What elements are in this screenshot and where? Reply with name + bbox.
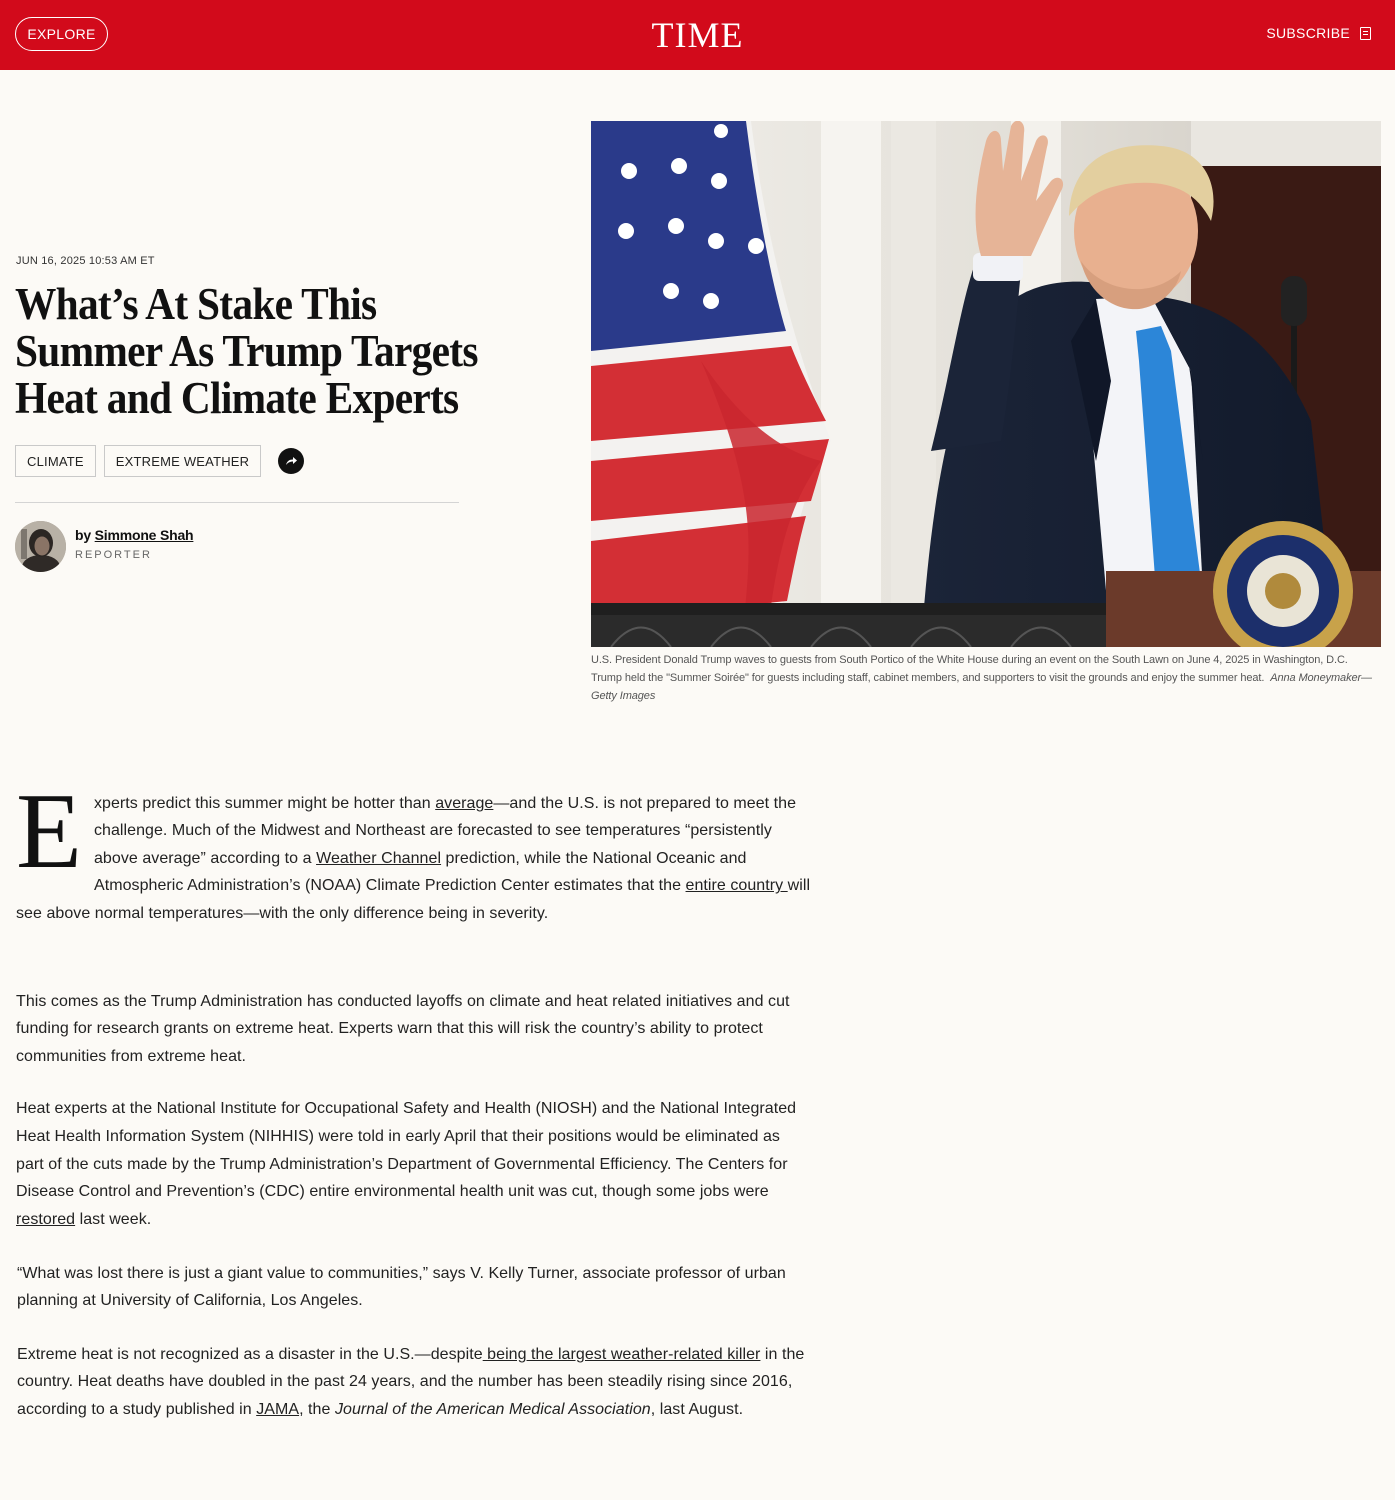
link-largest-killer[interactable]: being the largest weather-related killer <box>482 1346 761 1363</box>
link-jama[interactable]: JAMA <box>256 1400 300 1418</box>
text: —and the U.S. is not prepared to meet the challenge. Much of the Midwest and Northeast are forecasted to see temperatures “persistently above average” according to a <box>93 795 797 867</box>
article-dateline: JUN 16, 2025 10:53 AM ET <box>16 255 155 267</box>
text: xperts predict this summer might be hotter than <box>93 795 436 812</box>
text: , last August. <box>650 1400 744 1418</box>
text: , the <box>299 1400 335 1418</box>
article-paragraph: This comes as the Trump Administration has conducted layoffs on climate and heat related initiatives and cut funding for research grants on extreme heat. Experts warn that this will risk the country’s ability to protect communities from extreme heat. <box>16 993 790 1065</box>
article-paragraph: “What was lost there is just a giant value to communities,” says V. Kelly Turner, associate professor of urban planning at University of California, Los Angeles. <box>17 1265 786 1310</box>
text: prediction, while the National Oceanic and Atmospheric Administration’s (NOAA) Climate Prediction Center estimates that the <box>93 849 747 895</box>
article-paragraph <box>16 1095 806 1234</box>
article-paragraph <box>16 772 811 927</box>
explore-button[interactable]: EXPLORE <box>15 17 108 51</box>
top-navigation-bar <box>0 0 1395 70</box>
text: Extreme heat is not recognized as a disaster in the U.S.—despite <box>17 1346 483 1363</box>
author-byline <box>15 521 193 572</box>
link-restored[interactable]: restored <box>16 1211 76 1229</box>
author-role: REPORTER <box>75 549 152 561</box>
subscribe-label: SUBSCRIBE <box>1266 25 1350 41</box>
author-line <box>75 527 193 543</box>
magazine-icon <box>1360 27 1371 40</box>
text-italic: Journal of the American Medical Association <box>334 1400 651 1418</box>
hero-divider <box>15 502 459 503</box>
article-paragraph <box>17 1341 807 1423</box>
headline-line: Heat and Climate Experts <box>15 373 459 423</box>
headline-line: What’s At Stake This <box>15 279 377 329</box>
text: in the country. Heat deaths have doubled in the past 24 years, and the number has been steadily rising since 2016, according to a study published in <box>17 1346 805 1418</box>
image-credit: Anna Moneymaker—Getty Images <box>591 672 1372 702</box>
link-entire-country[interactable]: entire country <box>685 877 788 895</box>
text: will see above normal temperatures—with the only difference being in severity. <box>16 877 811 922</box>
byline-prefix: by <box>75 527 91 543</box>
headline-line: Summer As Trump Targets <box>15 326 478 376</box>
text: last week. <box>75 1211 152 1229</box>
link-average[interactable]: average <box>435 795 494 812</box>
image-caption <box>591 651 1381 705</box>
topic-tags <box>15 445 304 477</box>
drop-cap: E <box>16 772 80 891</box>
tag-climate[interactable]: CLIMATE <box>15 445 96 477</box>
author-link[interactable]: Simmone Shah <box>94 527 194 543</box>
tag-extreme-weather[interactable]: EXTREME WEATHER <box>104 445 262 477</box>
article-headline <box>15 281 493 422</box>
text: Heat experts at the National Institute for Occupational Safety and Health (NIOSH) and the National Integrated Heat Health Information System (NIHHIS) were told in early April that their positions would be eliminated as part of the cuts made by the Trump Administration’s Department of Governmental Efficiency. The Centers for Disease Control and Prevention’s (CDC) entire environmental health unit was cut, though some jobs were <box>16 1100 797 1201</box>
link-weather-channel[interactable]: Weather Channel <box>316 849 442 867</box>
author-avatar[interactable] <box>15 521 66 572</box>
logo-wrapper <box>0 14 1395 56</box>
hero-image <box>591 121 1381 647</box>
share-icon[interactable] <box>278 448 304 474</box>
subscribe-link[interactable] <box>1266 25 1371 41</box>
caption-text: U.S. President Donald Trump waves to guests from South Portico of the White House during an event on the South Lawn on June 4, 2025 in Washington, D.C. Trump held the "Summer Soirée" for guests including staff, cabinet members, and supporters to visit the grounds and enjoy the summer heat. <box>591 654 1348 684</box>
time-logo[interactable]: TIME <box>651 15 744 55</box>
